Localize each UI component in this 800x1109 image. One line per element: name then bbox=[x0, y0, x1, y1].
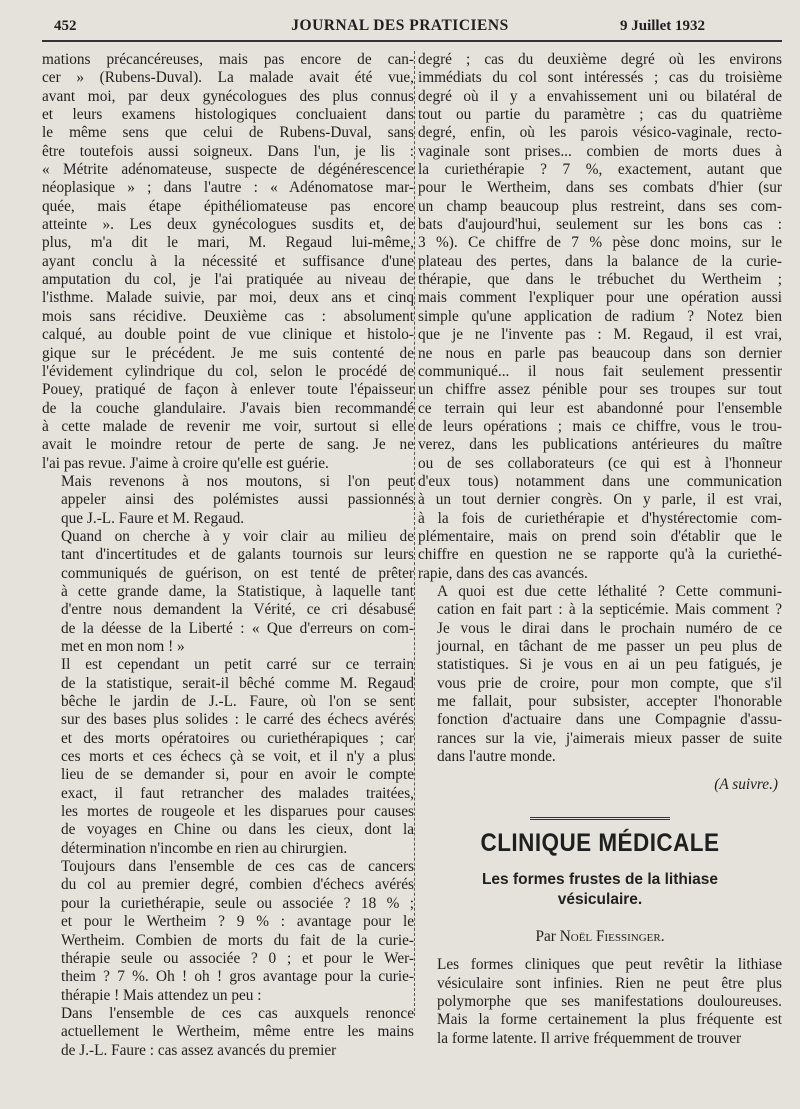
text-line: Je vous le dirai dans le prochain numéro de ce bbox=[437, 619, 782, 637]
text-line: cer » (Rubens-Duval). La malade avait été vue, bbox=[42, 69, 414, 87]
text-line: d'eux tous) notamment dans une communication bbox=[418, 472, 782, 490]
text-line: rances sur la vie, j'aimerais mieux passer de suite bbox=[437, 729, 782, 747]
text-line: néoplasique » ; dans l'autre : « Adénomatose mar- bbox=[42, 179, 414, 197]
text-line: me fallait, pour subsister, accepter l'honorable bbox=[437, 693, 782, 711]
text-line: fonction d'actuaire dans une Compagnie d'assu- bbox=[437, 711, 782, 729]
text-line: pour le Wertheim, dans ses combats d'hier (sur bbox=[418, 179, 782, 197]
paragraph bbox=[42, 528, 414, 656]
text-line: la curiethérapie ? 7 %, exactement, autant que bbox=[418, 161, 782, 179]
text-line: l'évidement cylindrique du col, selon le procédé de bbox=[42, 362, 414, 380]
text-line: statistiques. Si je vous en ai un peu fatigués, je bbox=[437, 656, 782, 674]
paragraph bbox=[418, 51, 782, 583]
page-header bbox=[0, 0, 800, 44]
paragraph bbox=[418, 956, 782, 1048]
text-line: journal, en tâchant de me passer un peu plus de bbox=[437, 638, 782, 655]
text-line: calqué, au double point de vue clinique et histolo- bbox=[42, 326, 414, 344]
text-line: que J.-L. Faure et M. Regaud. bbox=[61, 509, 245, 527]
new-article-body bbox=[418, 956, 782, 1048]
text-line: de la déesse de la Liberté : « Que d'erreurs on com- bbox=[61, 619, 414, 637]
text-line: degré, enfin, où les parois vésico-vaginale, recto- bbox=[418, 124, 782, 142]
text-line: immédiats du col sont intéressés ; cas du troisième bbox=[418, 69, 782, 87]
text-line: thérapie, que dans le trébuchet du Wertheim ; bbox=[418, 271, 782, 289]
text-line: vésiculaire sont infinies. Rien ne peut être plus bbox=[437, 974, 782, 992]
text-line: vaginale sont prises... combien de morts dues à bbox=[418, 142, 782, 160]
article-title-line-2: vésiculaire. bbox=[557, 891, 643, 909]
text-line: mois sans récidive. Deuxième cas : absolument bbox=[42, 307, 414, 325]
text-line: Dans l'ensemble de ces cas auxquels renonce bbox=[61, 1004, 414, 1022]
text-line: de la statistique, serait-il bêché comme M. Regaud bbox=[61, 674, 414, 692]
article-title bbox=[418, 870, 782, 910]
text-line: degré où il y a envahissement uni ou bilatéral de bbox=[418, 87, 782, 105]
text-line: communiqués de guérison, on est tenté de prêter bbox=[61, 564, 414, 582]
text-line: du col au premier degré, combien d'échecs avérés bbox=[61, 876, 414, 894]
text-line: 3 %). Ce chiffre de 7 % pèse donc moins, sur le bbox=[418, 234, 782, 252]
text-line: amputation du col, je l'ai pratiquée au niveau de bbox=[42, 271, 414, 289]
text-line: un champ beaucoup plus restreint, dans ses com- bbox=[418, 197, 782, 215]
text-line: ayant conclu à la nécessité et suffisance d'une bbox=[42, 252, 414, 270]
text-line: de voyages en Chine ou dans les cieux, dont la bbox=[61, 821, 414, 839]
text-line: simple qu'une application de radium ? Notez bien bbox=[418, 307, 782, 325]
text-line: de J.-L. Faure : cas assez avancés du premier bbox=[61, 1041, 337, 1059]
text-line: ou de ses collaborateurs (ce qui est à l'honneur bbox=[418, 454, 782, 472]
text-line: plateau des pertes, dans la balance de la curie- bbox=[418, 252, 782, 270]
text-line: pour la curiethérapie, seule ou associée ? 18 % ; bbox=[61, 894, 414, 912]
text-line: dans l'autre monde. bbox=[437, 748, 556, 766]
text-line: thérapie seule ou associée ? 0 ; et pour le Wer- bbox=[61, 949, 414, 967]
paragraph bbox=[42, 656, 414, 858]
text-line: sur des bases plus solides : le carré des échecs avérés bbox=[61, 711, 414, 729]
issue-date: 9 Juillet 1932 bbox=[620, 18, 705, 34]
section-heading: CLINIQUE MÉDICALE bbox=[480, 828, 720, 857]
text-line: rapie, dans des cas avancés. bbox=[418, 564, 588, 582]
text-line: Mais revenons à nos moutons, si l'on peut bbox=[61, 472, 414, 490]
text-line: theim ? 7 %. Oh ! oh ! gros avantage pour la curie- bbox=[61, 968, 414, 986]
text-line: plus, m'a dit le mari, M. Regaud lui-même, bbox=[42, 234, 414, 252]
paragraph bbox=[42, 858, 414, 1005]
text-line: degré ; cas du deuxième degré où les environs bbox=[418, 51, 782, 68]
text-line: mais comment l'expliquer pour une opération aussi bbox=[418, 289, 782, 307]
text-line: les mortes de rougeole et les disparues pour causes bbox=[61, 803, 414, 821]
text-line: vous prie de croire, pour mon compte, que s'il bbox=[437, 674, 782, 692]
page-number: 452 bbox=[54, 18, 77, 34]
text-line: cation en fait part : à la septicémie. Mais comment ? bbox=[437, 601, 782, 619]
a-suivre-note: (A suivre.) bbox=[714, 776, 778, 794]
column-divider bbox=[414, 51, 415, 1016]
paragraph bbox=[42, 1005, 414, 1060]
text-line: avant moi, par deux gynécologues des plus connus bbox=[42, 87, 414, 105]
text-line: tout ou partie du paramètre ; cas du quatrième bbox=[418, 106, 782, 124]
text-line: met en mon nom ! » bbox=[61, 638, 185, 655]
text-line: l'isthme. Malade suivie, par moi, deux ans et cinq bbox=[42, 289, 414, 307]
text-line: exact, il faut retrancher des malades traitées, bbox=[61, 784, 414, 802]
header-rule bbox=[42, 40, 782, 42]
text-line: et des morts opératoires ou curiethérapiques ; car bbox=[61, 729, 414, 747]
text-line: mations précancéreuses, mais pas encore de can- bbox=[42, 51, 414, 68]
text-line: le même sens que celui de Rubens-Duval, sans bbox=[42, 124, 414, 142]
text-line: et leurs examens histologiques concluaient dans bbox=[42, 106, 414, 124]
text-line: Toujours dans l'ensemble de ces cas de cancers bbox=[61, 858, 414, 876]
text-line: bêche le jardin de J.-L. Faure, où l'on se sent bbox=[61, 693, 414, 711]
text-line: ces morts et ces échecs çà se voit, et il n'y a plus bbox=[61, 748, 414, 766]
text-line: chiffre en question ne se rapporte qu'à la curiethé- bbox=[418, 546, 782, 564]
text-line: à cette grande dame, la Statistique, à laquelle tant bbox=[61, 582, 414, 600]
paragraph bbox=[418, 583, 782, 766]
left-column bbox=[42, 51, 414, 1060]
author-name: Noël Fiessinger. bbox=[559, 928, 665, 946]
text-line: bats d'aujourd'hui, seulement sur les bons cas : bbox=[418, 216, 782, 234]
text-line: Les formes cliniques que peut revêtir la lithiase bbox=[437, 956, 782, 974]
text-line: et pour le Wertheim ? 9 % : avantage pour le bbox=[61, 913, 414, 931]
text-line: appeler ainsi des polémistes aussi passionnés bbox=[61, 491, 414, 509]
text-line: Pouey, pratiqué de façon à enlever toute l'épaisseur bbox=[42, 381, 414, 399]
text-line: à un tout dernier congrès. On y parle, il est vrai, bbox=[418, 491, 782, 509]
journal-title: JOURNAL DES PRATICIENS bbox=[291, 17, 509, 34]
article-author bbox=[418, 928, 782, 946]
text-line: un chiffre assez pénible pour ses troupes sur tout bbox=[418, 381, 782, 399]
article-title-line-1: Les formes frustes de la lithiase bbox=[481, 871, 719, 889]
text-line: atteinte ». Les deux gynécologues susdits et, de bbox=[42, 216, 414, 234]
author-prefix: Par bbox=[535, 928, 560, 946]
text-line: polymorphe que ses manifestations douloureuses. bbox=[437, 993, 782, 1011]
text-line: de leurs opérations ; mais ce chiffre, vous le trou- bbox=[418, 417, 782, 435]
text-line: verez, dans les publications antérieures du maître bbox=[418, 436, 782, 454]
text-line: Il est cependant un petit carré sur ce terrain bbox=[61, 656, 414, 674]
text-line: être toutefois aussi soigneux. Dans l'un, je lis : bbox=[42, 142, 414, 160]
text-line: plémentaire, mais on prend soin d'établir que le bbox=[418, 527, 782, 545]
text-line: « Métrite adénomateuse, suspecte de dégénérescence bbox=[42, 161, 414, 179]
text-line: Quand on cherche à y voir clair au milieu de bbox=[61, 527, 414, 545]
text-line: l'ai pas revue. J'aime à croire qu'elle est guérie. bbox=[42, 454, 329, 472]
paragraph bbox=[42, 51, 414, 473]
text-line: tant d'incertitudes et de galants tournois sur leurs bbox=[61, 546, 414, 564]
right-column bbox=[418, 51, 782, 1048]
text-line: gique sur le précédent. Je me suis contenté de bbox=[42, 344, 414, 362]
text-line: à la fois de curiethérapie et d'hystérectomie com- bbox=[418, 509, 782, 527]
section-separator bbox=[530, 817, 670, 820]
text-line: de la couche glandulaire. J'avais bien recommandé bbox=[42, 399, 414, 417]
text-line: Wertheim. Combien de morts du fait de la curie- bbox=[61, 931, 414, 949]
text-line: quée, mais étape épithéliomateuse pas encore bbox=[42, 197, 414, 215]
text-line: Mais la forme certainement la plus fréquente est bbox=[437, 1011, 782, 1029]
text-line: d'entre nous demandent la Vérité, ce cri désabusé bbox=[61, 601, 414, 619]
text-line: communiqué... il nous fait seulement pressentir bbox=[418, 362, 782, 380]
text-line: détermination n'incombe en rien au chirurgien. bbox=[61, 839, 348, 857]
text-line: que je ne l'invente pas : M. Regaud, il est vrai, bbox=[418, 326, 782, 344]
text-line: lieu de se demander si, pour en avoir le compte bbox=[61, 766, 414, 784]
text-line: ce terrain qui leur est abandonné pour l'ensemble bbox=[418, 399, 782, 417]
text-line: thérapie ! Mais attendez un peu : bbox=[61, 986, 262, 1004]
text-line: actuellement le Wertheim, même entre les mains bbox=[61, 1023, 414, 1041]
text-line: ne nous en parle pas beaucoup dans son dernier bbox=[418, 344, 782, 362]
text-line: A quoi est due cette léthalité ? Cette communi- bbox=[437, 582, 782, 600]
text-line: avait le moindre retour de perte de sang. Je ne bbox=[42, 436, 414, 454]
text-line: la forme latente. Il arrive fréquemment de trouver bbox=[437, 1029, 742, 1047]
paragraph bbox=[42, 473, 414, 528]
text-line: à cette malade de revenir me voir, surtout si elle bbox=[42, 417, 414, 435]
